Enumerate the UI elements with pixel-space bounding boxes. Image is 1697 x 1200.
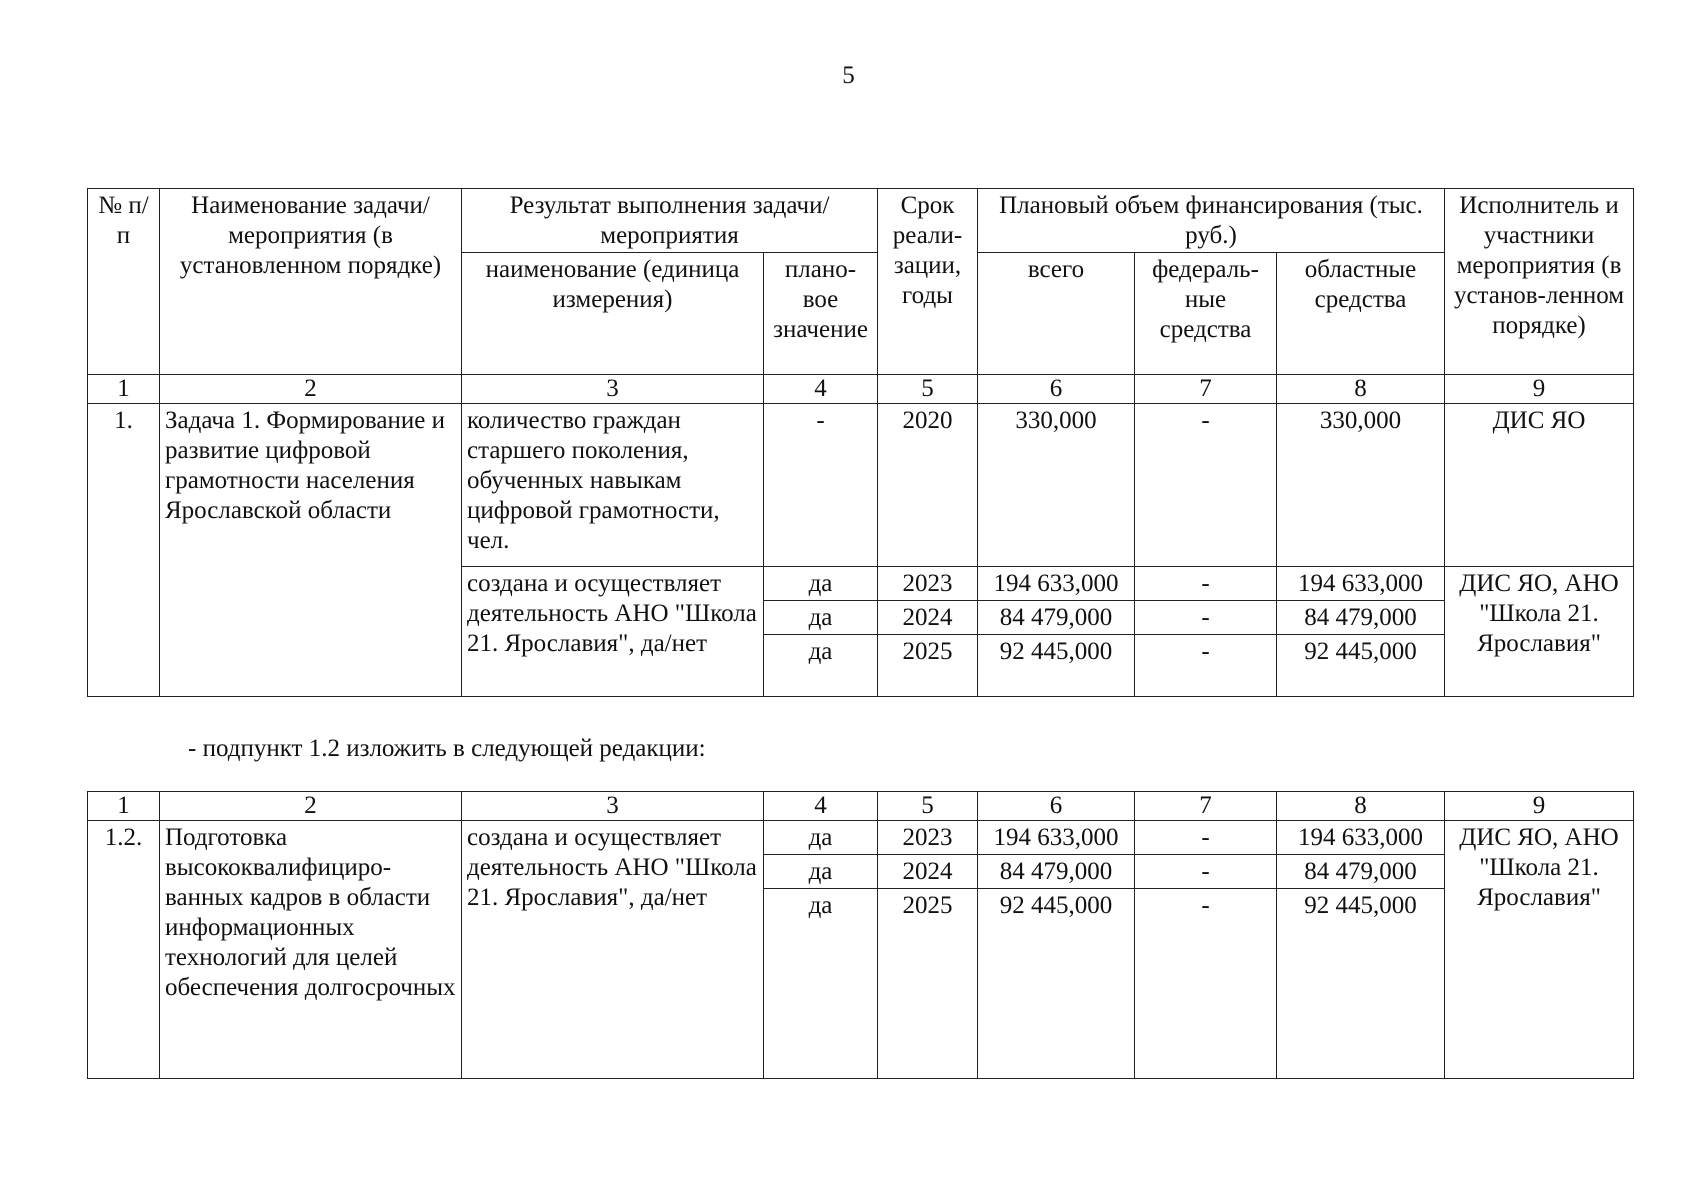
column-number: 9 <box>1445 792 1634 821</box>
column-number: 2 <box>160 792 462 821</box>
indicator-plan-value: да <box>764 601 878 635</box>
column-number: 5 <box>878 375 978 404</box>
item-number: 1.2. <box>88 821 160 1079</box>
finance-regional: 194 633,000 <box>1277 567 1445 601</box>
finance-regional: 194 633,000 <box>1277 821 1445 855</box>
finance-regional: 92 445,000 <box>1277 889 1445 1079</box>
column-number: 3 <box>462 375 764 404</box>
indicator-name: создана и осуществляет деятельность АНО "Школа 21. Ярославия", да/нет <box>462 821 764 1079</box>
header-num: № п/п <box>88 189 160 375</box>
finance-total: 84 479,000 <box>978 601 1135 635</box>
finance-federal: - <box>1135 889 1277 1079</box>
task-name: Задача 1. Формирование и развитие цифровой грамотности населения Ярославской области <box>160 404 462 697</box>
finance-total: 84 479,000 <box>978 855 1135 889</box>
column-number: 6 <box>978 375 1135 404</box>
finance-federal: - <box>1135 567 1277 601</box>
finance-federal: - <box>1135 855 1277 889</box>
header-result-name: наименование (единица измерения) <box>462 253 764 375</box>
indicator-plan-value: да <box>764 567 878 601</box>
finance-regional: 330,000 <box>1277 404 1445 567</box>
column-number: 1 <box>88 375 160 404</box>
indicator-plan-value: да <box>764 889 878 1079</box>
column-number: 9 <box>1445 375 1634 404</box>
executor: ДИС ЯО, АНО "Школа 21. Ярославия" <box>1445 821 1634 1079</box>
header-executor: Исполнитель и участники мероприятия (в установ-ленном порядке) <box>1445 189 1634 375</box>
column-number: 3 <box>462 792 764 821</box>
header-total: всего <box>978 253 1135 375</box>
finance-regional: 84 479,000 <box>1277 601 1445 635</box>
indicator-plan-value: да <box>764 821 878 855</box>
program-table-task-1 <box>87 188 1634 697</box>
column-number: 1 <box>88 792 160 821</box>
amendment-note: - подпункт 1.2 изложить в следующей редакции: <box>188 735 706 762</box>
indicator-year: 2023 <box>878 567 978 601</box>
finance-federal: - <box>1135 821 1277 855</box>
column-number: 8 <box>1277 375 1445 404</box>
header-term: Срок реали-зации, годы <box>878 189 978 375</box>
column-number: 2 <box>160 375 462 404</box>
column-number: 4 <box>764 792 878 821</box>
indicator-year: 2023 <box>878 821 978 855</box>
finance-total: 194 633,000 <box>978 821 1135 855</box>
column-number: 7 <box>1135 375 1277 404</box>
indicator-plan-value: да <box>764 635 878 697</box>
finance-total: 330,000 <box>978 404 1135 567</box>
finance-federal: - <box>1135 635 1277 697</box>
column-number: 7 <box>1135 792 1277 821</box>
program-table-item-1-2 <box>87 791 1634 1079</box>
column-number: 5 <box>878 792 978 821</box>
finance-total: 92 445,000 <box>978 635 1135 697</box>
indicator-name: создана и осуществляет деятельность АНО "Школа 21. Ярославия", да/нет <box>462 567 764 697</box>
column-number: 6 <box>978 792 1135 821</box>
indicator-name: количество граждан старшего поколения, обученных навыкам цифровой грамотности, чел. <box>462 404 764 567</box>
indicator-year: 2025 <box>878 889 978 1079</box>
finance-regional: 92 445,000 <box>1277 635 1445 697</box>
executor: ДИС ЯО, АНО "Школа 21. Ярославия" <box>1445 567 1634 697</box>
header-finance-group: Плановый объем финансирования (тыс. руб.) <box>978 189 1445 253</box>
finance-total: 194 633,000 <box>978 567 1135 601</box>
finance-federal: - <box>1135 404 1277 567</box>
column-number: 8 <box>1277 792 1445 821</box>
header-result-plan: плано-вое значение <box>764 253 878 375</box>
indicator-plan-value: да <box>764 855 878 889</box>
page-number: 5 <box>842 62 855 89</box>
finance-federal: - <box>1135 601 1277 635</box>
indicator-year: 2020 <box>878 404 978 567</box>
header-result-group: Результат выполнения задачи/мероприятия <box>462 189 878 253</box>
indicator-year: 2024 <box>878 601 978 635</box>
header-federal: федераль-ные средства <box>1135 253 1277 375</box>
task-number: 1. <box>88 404 160 697</box>
indicator-year: 2024 <box>878 855 978 889</box>
item-name: Подготовка высококвалифициро-ванных кадров в области информационных технологий для целей обеспечения долгосрочных <box>160 821 462 1079</box>
finance-regional: 84 479,000 <box>1277 855 1445 889</box>
column-number: 4 <box>764 375 878 404</box>
indicator-year: 2025 <box>878 635 978 697</box>
indicator-plan-value: - <box>764 404 878 567</box>
header-regional: областные средства <box>1277 253 1445 375</box>
finance-total: 92 445,000 <box>978 889 1135 1079</box>
header-task-name: Наименование задачи/мероприятия (в установленном порядке) <box>160 189 462 375</box>
executor: ДИС ЯО <box>1445 404 1634 567</box>
